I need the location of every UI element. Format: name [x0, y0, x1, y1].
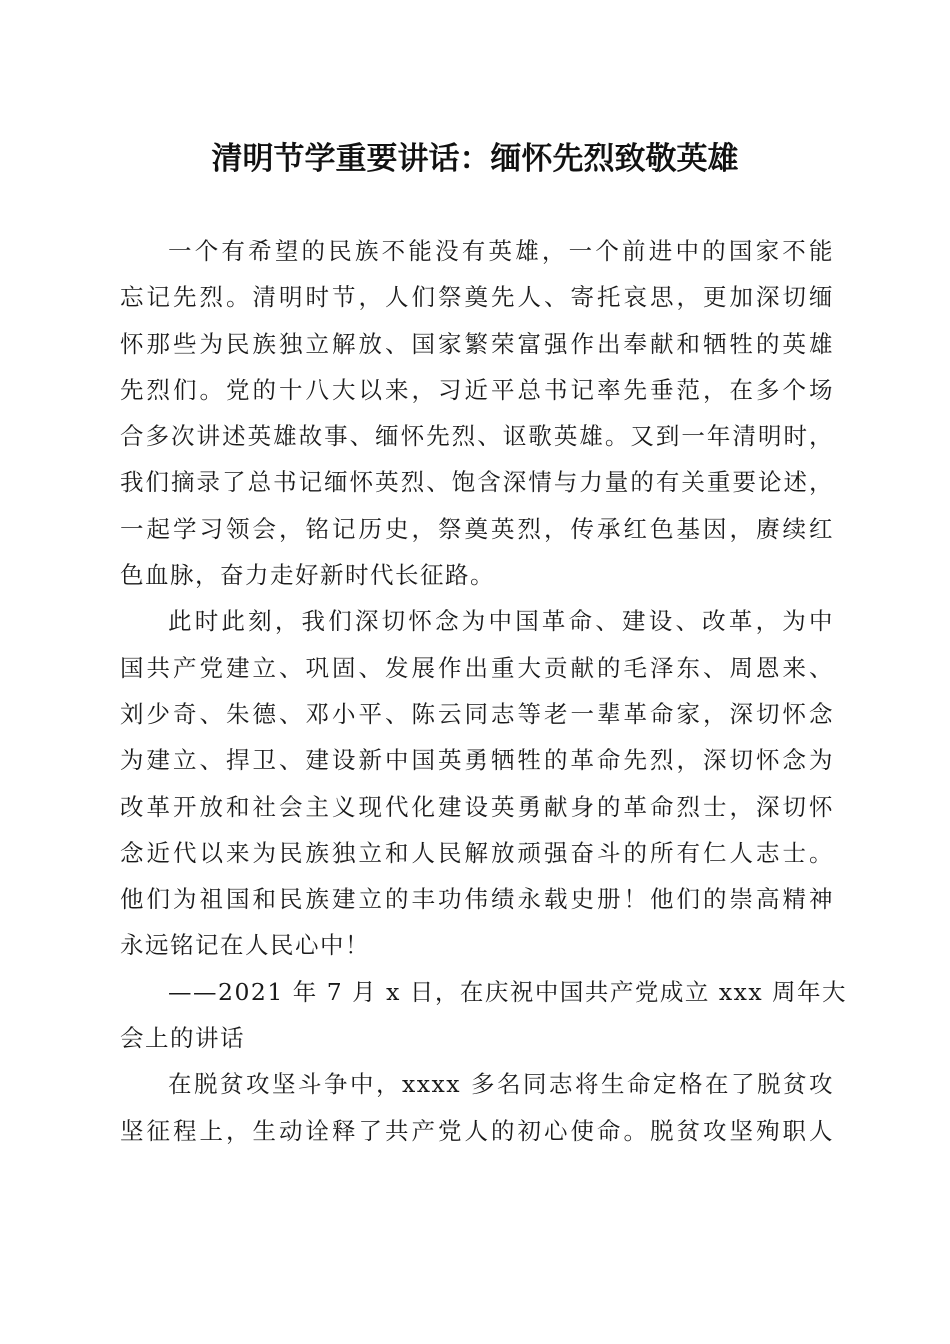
paragraph-line: 我们摘录了总书记缅怀英烈、饱含深情与力量的有关重要论述，: [120, 468, 834, 497]
paragraph-line: 合多次讲述英雄故事、缅怀先烈、讴歌英雄。又到一年清明时，: [120, 422, 834, 451]
paragraph-line: 在脱贫攻坚斗争中，xxxx 多名同志将生命定格在了脱贫攻: [168, 1070, 834, 1099]
document-body: [120, 228, 848, 1154]
paragraph-line: 念近代以来为民族独立和人民解放顽强奋斗的所有仁人志士。: [120, 838, 834, 867]
citation-line: ——2021 年 7 月 x 日，在庆祝中国共产党成立 xxx 周年大: [168, 977, 848, 1006]
paragraph-line: 永远铭记在人民心中！: [120, 931, 370, 960]
paragraph-line: 他们为祖国和民族建立的丰功伟绩永载史册！他们的崇高精神: [120, 885, 834, 914]
paragraph-line: 为建立、捍卫、建设新中国英勇牺牲的革命先烈，深切怀念为: [120, 746, 834, 775]
paragraph-line: 国共产党建立、巩固、发展作出重大贡献的毛泽东、周恩来、: [120, 653, 834, 682]
document-title: 清明节学重要讲话：缅怀先烈致敬英雄: [211, 141, 739, 177]
paragraph-line: 此时此刻，我们深切怀念为中国革命、建设、改革，为中: [168, 607, 834, 636]
paragraph-line: 一起学习领会，铭记历史，祭奠英烈，传承红色基因，赓续红: [120, 514, 834, 543]
paragraph-line: 一个有希望的民族不能没有英雄，一个前进中的国家不能: [168, 237, 834, 265]
paragraph-line: 坚征程上，生动诠释了共产党人的初心使命。脱贫攻坚殉职人: [120, 1116, 834, 1145]
paragraph-line: 刘少奇、朱德、邓小平、陈云同志等老一辈革命家，深切怀念: [120, 699, 834, 728]
citation-line: 会上的讲话: [120, 1024, 245, 1053]
paragraph-line: 改革开放和社会主义现代化建设英勇献身的革命烈士，深切怀: [120, 792, 834, 821]
paragraph-line: 忘记先烈。清明时节，人们祭奠先人、寄托哀思，更加深切缅: [120, 283, 834, 312]
paragraph-line: 先烈们。党的十八大以来，习近平总书记率先垂范，在多个场: [120, 375, 834, 404]
paragraph-line: 怀那些为民族独立解放、国家繁荣富强作出奉献和牺牲的英雄: [120, 329, 834, 358]
paragraph-line: 色血脉，奋力走好新时代长征路。: [120, 561, 495, 590]
